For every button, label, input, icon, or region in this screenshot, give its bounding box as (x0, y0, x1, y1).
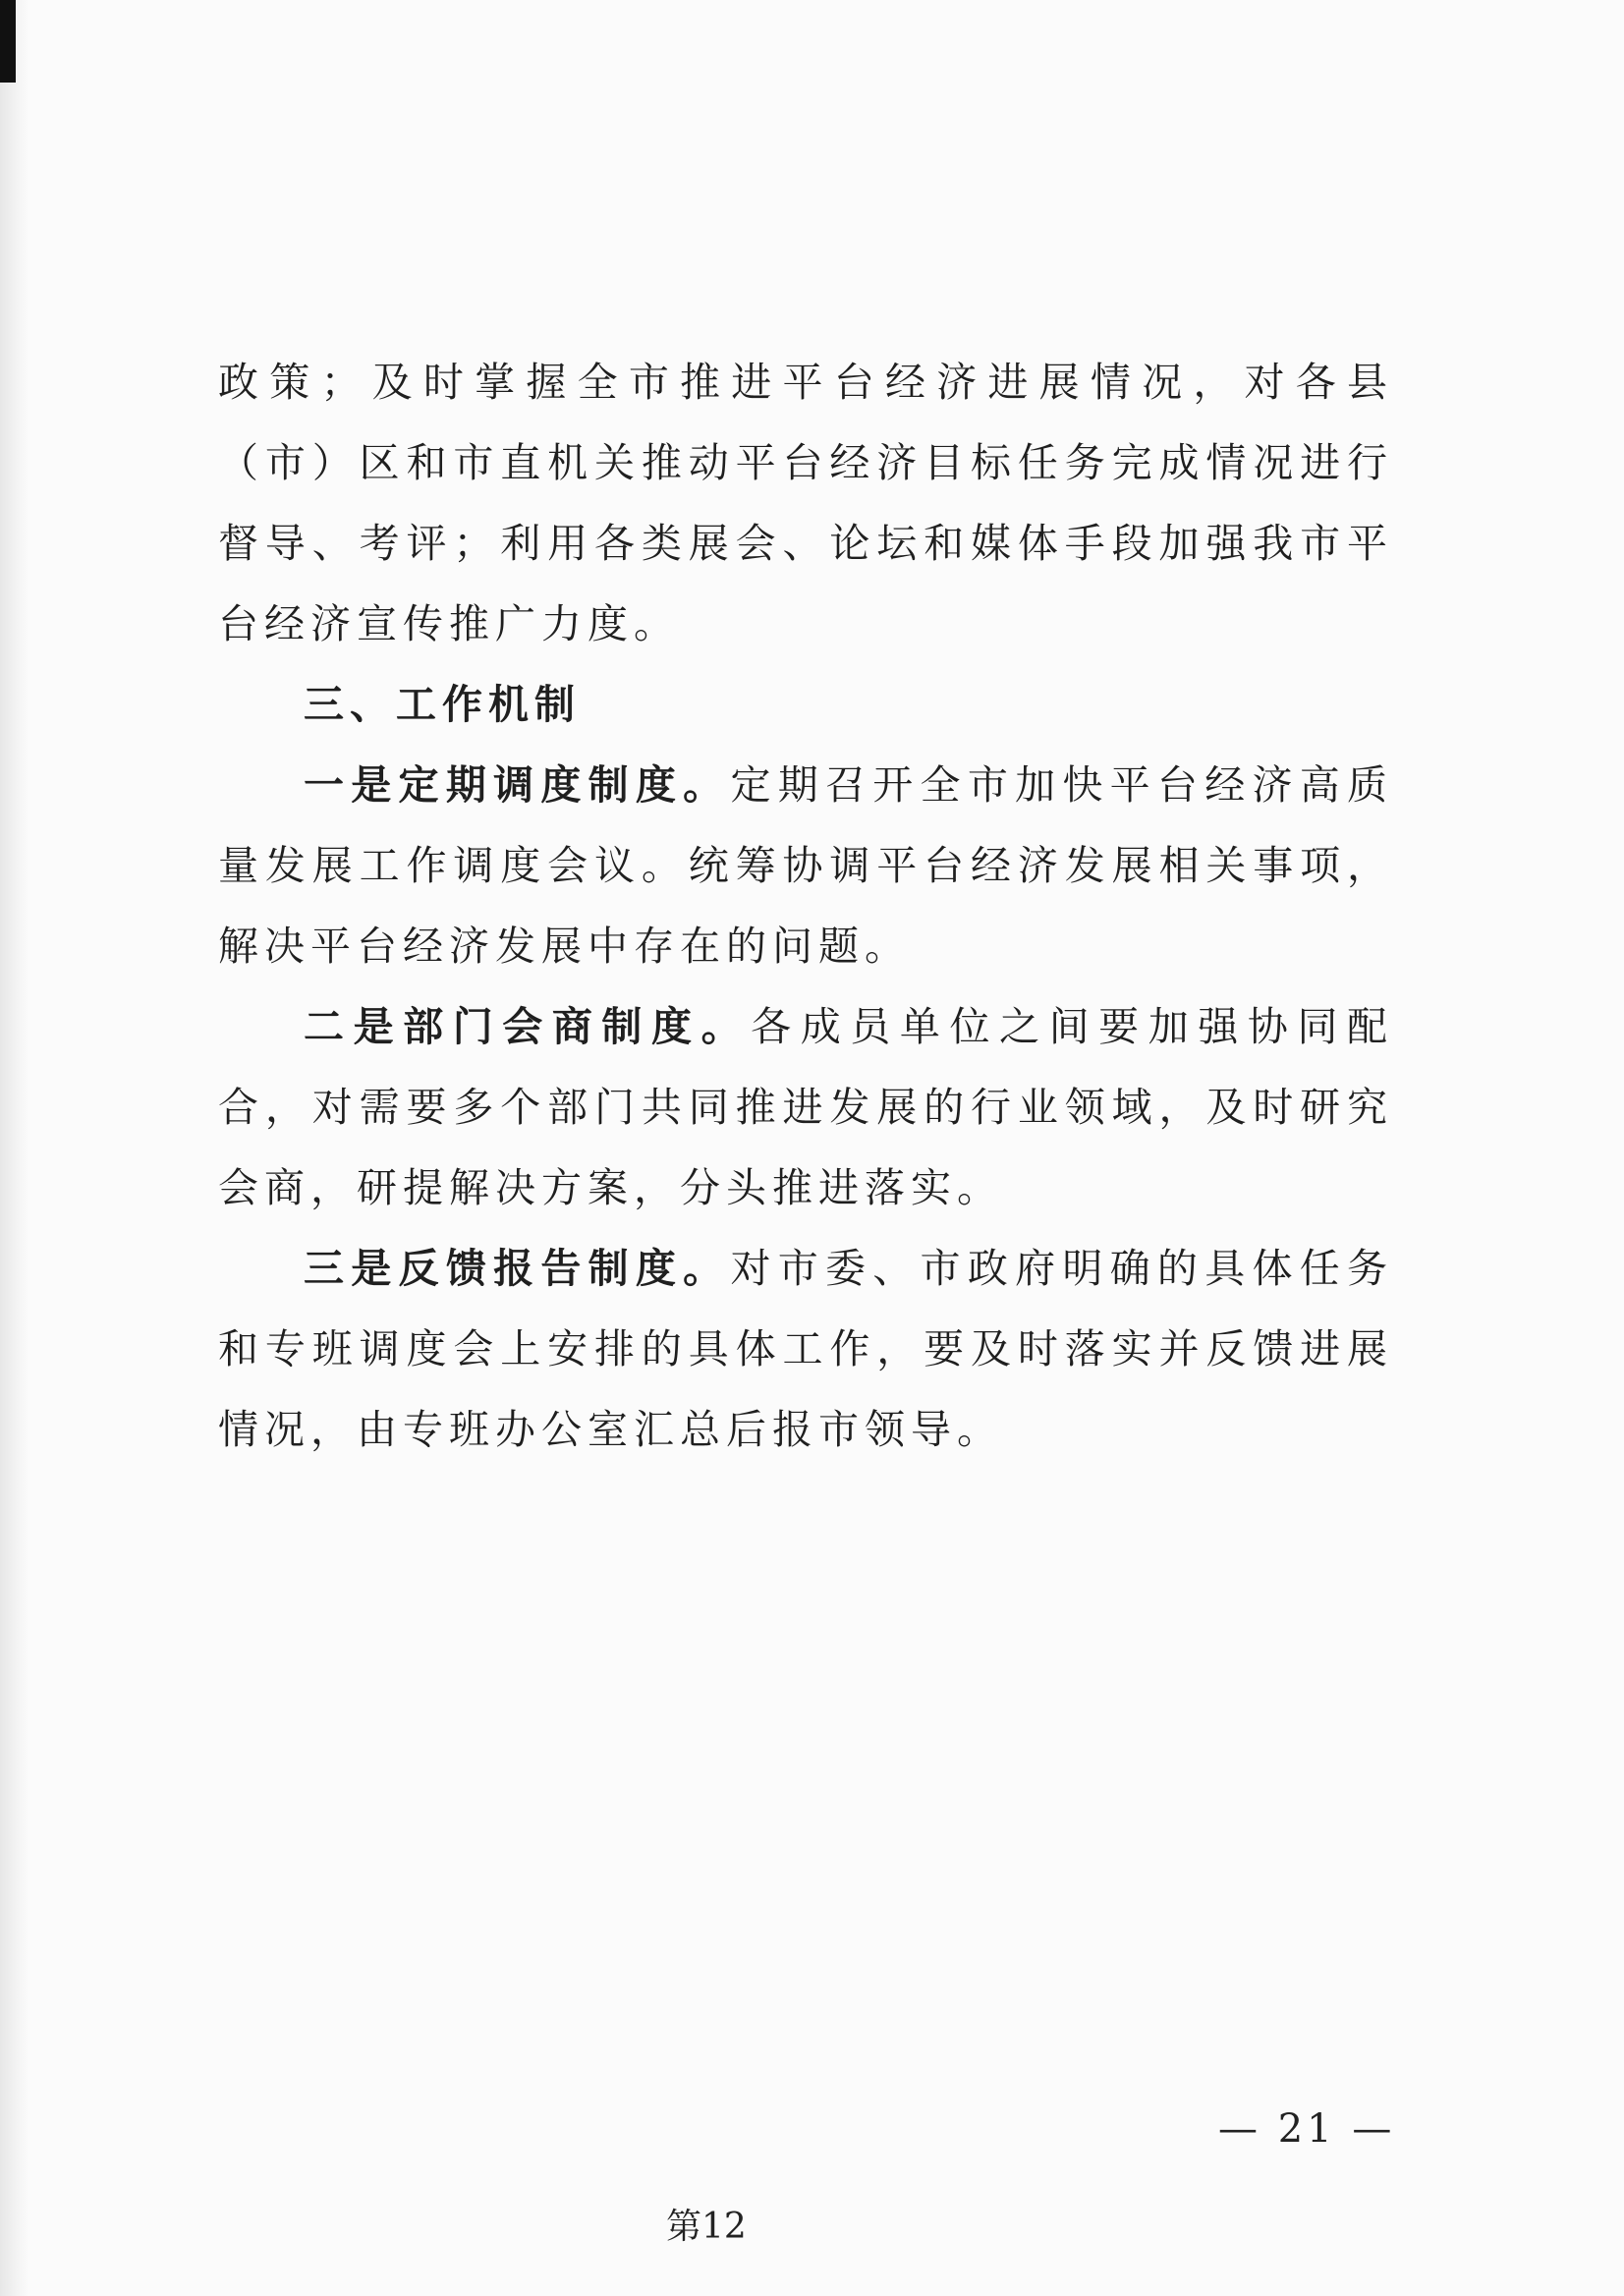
scan-corner-mark (0, 0, 16, 83)
paragraph-continuation (218, 342, 1393, 664)
paragraph-lead: 三是反馈报告制度。 (304, 1245, 731, 1292)
scan-left-edge (0, 0, 29, 2296)
document-body (218, 342, 1393, 1470)
paragraph-text: 定期召开全市加快平台经济高质量发展工作调度会议。统筹协调平台经济发展相关事项，解决平台经济发展中存在的问题。 (218, 761, 1394, 970)
paragraph-text: 政策；及时掌握全市推进平台经济进展情况，对各县（市）区和市直机关推动平台经济目标任务完成情况进行督导、考评；利用各类展会、论坛和媒体手段加强我市平台经济宣传推广力度。 (218, 359, 1393, 647)
section-heading (218, 664, 1393, 745)
section-heading-text: 三、工作机制 (304, 681, 581, 728)
paragraph-text: 对市委、市政府明确的具体任务和专班调度会上安排的具体工作，要及时落实并反馈进展情况，由专班办公室汇总后报市领导。 (218, 1245, 1394, 1453)
paragraph-feedback-report (218, 1228, 1393, 1470)
paragraph-department-consultation (218, 986, 1393, 1228)
page-stamp: 第12 (666, 2207, 747, 2247)
paragraph-regular-scheduling (218, 745, 1393, 986)
paragraph-lead: 二是部门会商制度。 (304, 1003, 752, 1050)
paragraph-text: 各成员单位之间要加强协同配合，对需要多个部门共同推进发展的行业领域，及时研究会商，研提解决方案，分头推进落实。 (218, 1003, 1394, 1211)
paragraph-lead: 一是定期调度制度。 (304, 761, 731, 809)
page-number: — 21 — (1218, 2106, 1396, 2152)
